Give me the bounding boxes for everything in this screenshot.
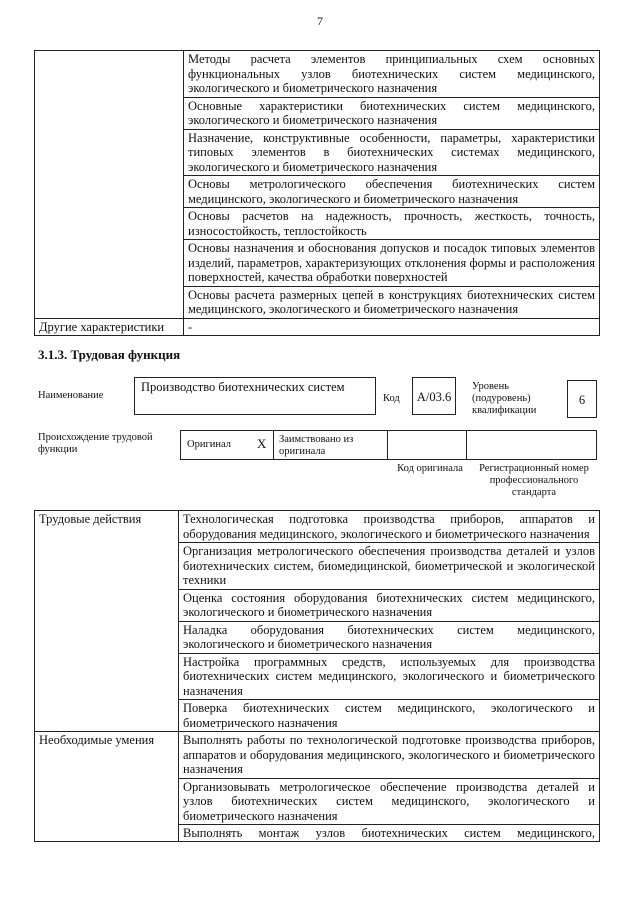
knowledge-item: Методы расчета элементов принципиальных схем основных функциональных узлов биотехнических систем медицинского, экологического и биометрического назначения bbox=[184, 51, 600, 98]
action-item: Поверка биотехнических систем медицинского, экологического и биометрического назначения bbox=[179, 700, 600, 732]
code-original-label: Код оригинала bbox=[397, 463, 463, 474]
code-label: Код bbox=[383, 393, 400, 404]
table-left-cell bbox=[35, 51, 184, 319]
level-value-box bbox=[567, 380, 597, 418]
other-characteristics-value: - bbox=[184, 318, 600, 336]
function-table bbox=[34, 510, 600, 842]
skills-label: Необходимые умения bbox=[35, 732, 179, 842]
level-label: Уровень (подуровень) квалификации bbox=[472, 381, 537, 416]
name-value: Производство биотехнических систем bbox=[141, 380, 345, 394]
code-value-box bbox=[412, 377, 456, 415]
knowledge-item: Основы назначения и обоснования допусков и посадок типовых элементов изделий, параметров, характеризующих отклонения формы и расположения поверхностей, качества обработки поверхностей bbox=[184, 240, 600, 287]
action-item: Оценка состояния оборудования биотехнических систем медицинского, экологического и биометрического назначения bbox=[179, 589, 600, 621]
table-row bbox=[35, 732, 600, 779]
code-value: А/03.6 bbox=[416, 390, 452, 404]
knowledge-item: Основы метрологического обеспечения биотехнических систем медицинского, экологического и биометрического назначения bbox=[184, 176, 600, 208]
original-box bbox=[180, 430, 274, 460]
name-label: Наименование bbox=[38, 390, 104, 401]
table-row bbox=[35, 318, 600, 336]
knowledge-item: Основы расчетов на надежность, прочность, жесткость, точность, износостойкость, теплостойкость bbox=[184, 208, 600, 240]
skill-item: Организовывать метрологическое обеспечение производства деталей и узлов биотехнических систем медицинского, экологического и биометрического назначения bbox=[179, 778, 600, 825]
code-original-box bbox=[387, 430, 467, 460]
table-row bbox=[35, 511, 600, 543]
reg-number-label: Регистрационный номер профессионального стандарта bbox=[479, 463, 589, 498]
knowledge-item: Основы расчета размерных цепей в конструкциях биотехнических систем медицинского, экологического и биометрического назначения bbox=[184, 286, 600, 318]
knowledge-item: Назначение, конструктивные особенности, параметры, характеристики типовых элементов в биотехнических системах медицинского, экологического и биометрического назначения bbox=[184, 129, 600, 176]
section-title: 3.1.3. Трудовая функция bbox=[38, 347, 181, 362]
name-value-box bbox=[134, 377, 376, 415]
other-characteristics-label: Другие характеристики bbox=[35, 318, 184, 336]
borrowed-label: Заимствовано из оригинала bbox=[279, 434, 354, 457]
action-item: Настройка программных средств, используемых для производства биотехнических систем медицинского, экологического и биометрического назначения bbox=[179, 653, 600, 700]
knowledge-item: Основные характеристики биотехнических систем медицинского, экологического и биометрического назначения bbox=[184, 97, 600, 129]
page-number: 7 bbox=[317, 14, 323, 28]
action-item: Технологическая подготовка производства приборов, аппаратов и оборудования медицинского, экологического и биометрического назначения bbox=[179, 511, 600, 543]
skill-item: Выполнять монтаж узлов биотехнических систем медицинского, bbox=[179, 825, 600, 842]
original-label: Оригинал bbox=[187, 439, 231, 450]
level-value: 6 bbox=[578, 393, 586, 407]
original-mark: X bbox=[257, 436, 267, 451]
action-item: Организация метрологического обеспечения производства деталей и узлов биотехнических систем, биомедицинской, биометрической и экологической техники bbox=[179, 543, 600, 590]
origin-label: Происхождение трудовой функции bbox=[38, 432, 153, 455]
actions-label: Трудовые действия bbox=[35, 511, 179, 732]
reg-number-box bbox=[466, 430, 597, 460]
skill-item: Выполнять работы по технологической подготовке производства приборов, аппаратов и оборудования медицинского, экологического и биометрического назначения bbox=[179, 732, 600, 779]
borrowed-box bbox=[273, 430, 388, 460]
action-item: Наладка оборудования биотехнических систем медицинского, экологического и биометрического назначения bbox=[179, 621, 600, 653]
table-row bbox=[35, 51, 600, 98]
knowledge-table bbox=[34, 50, 600, 336]
